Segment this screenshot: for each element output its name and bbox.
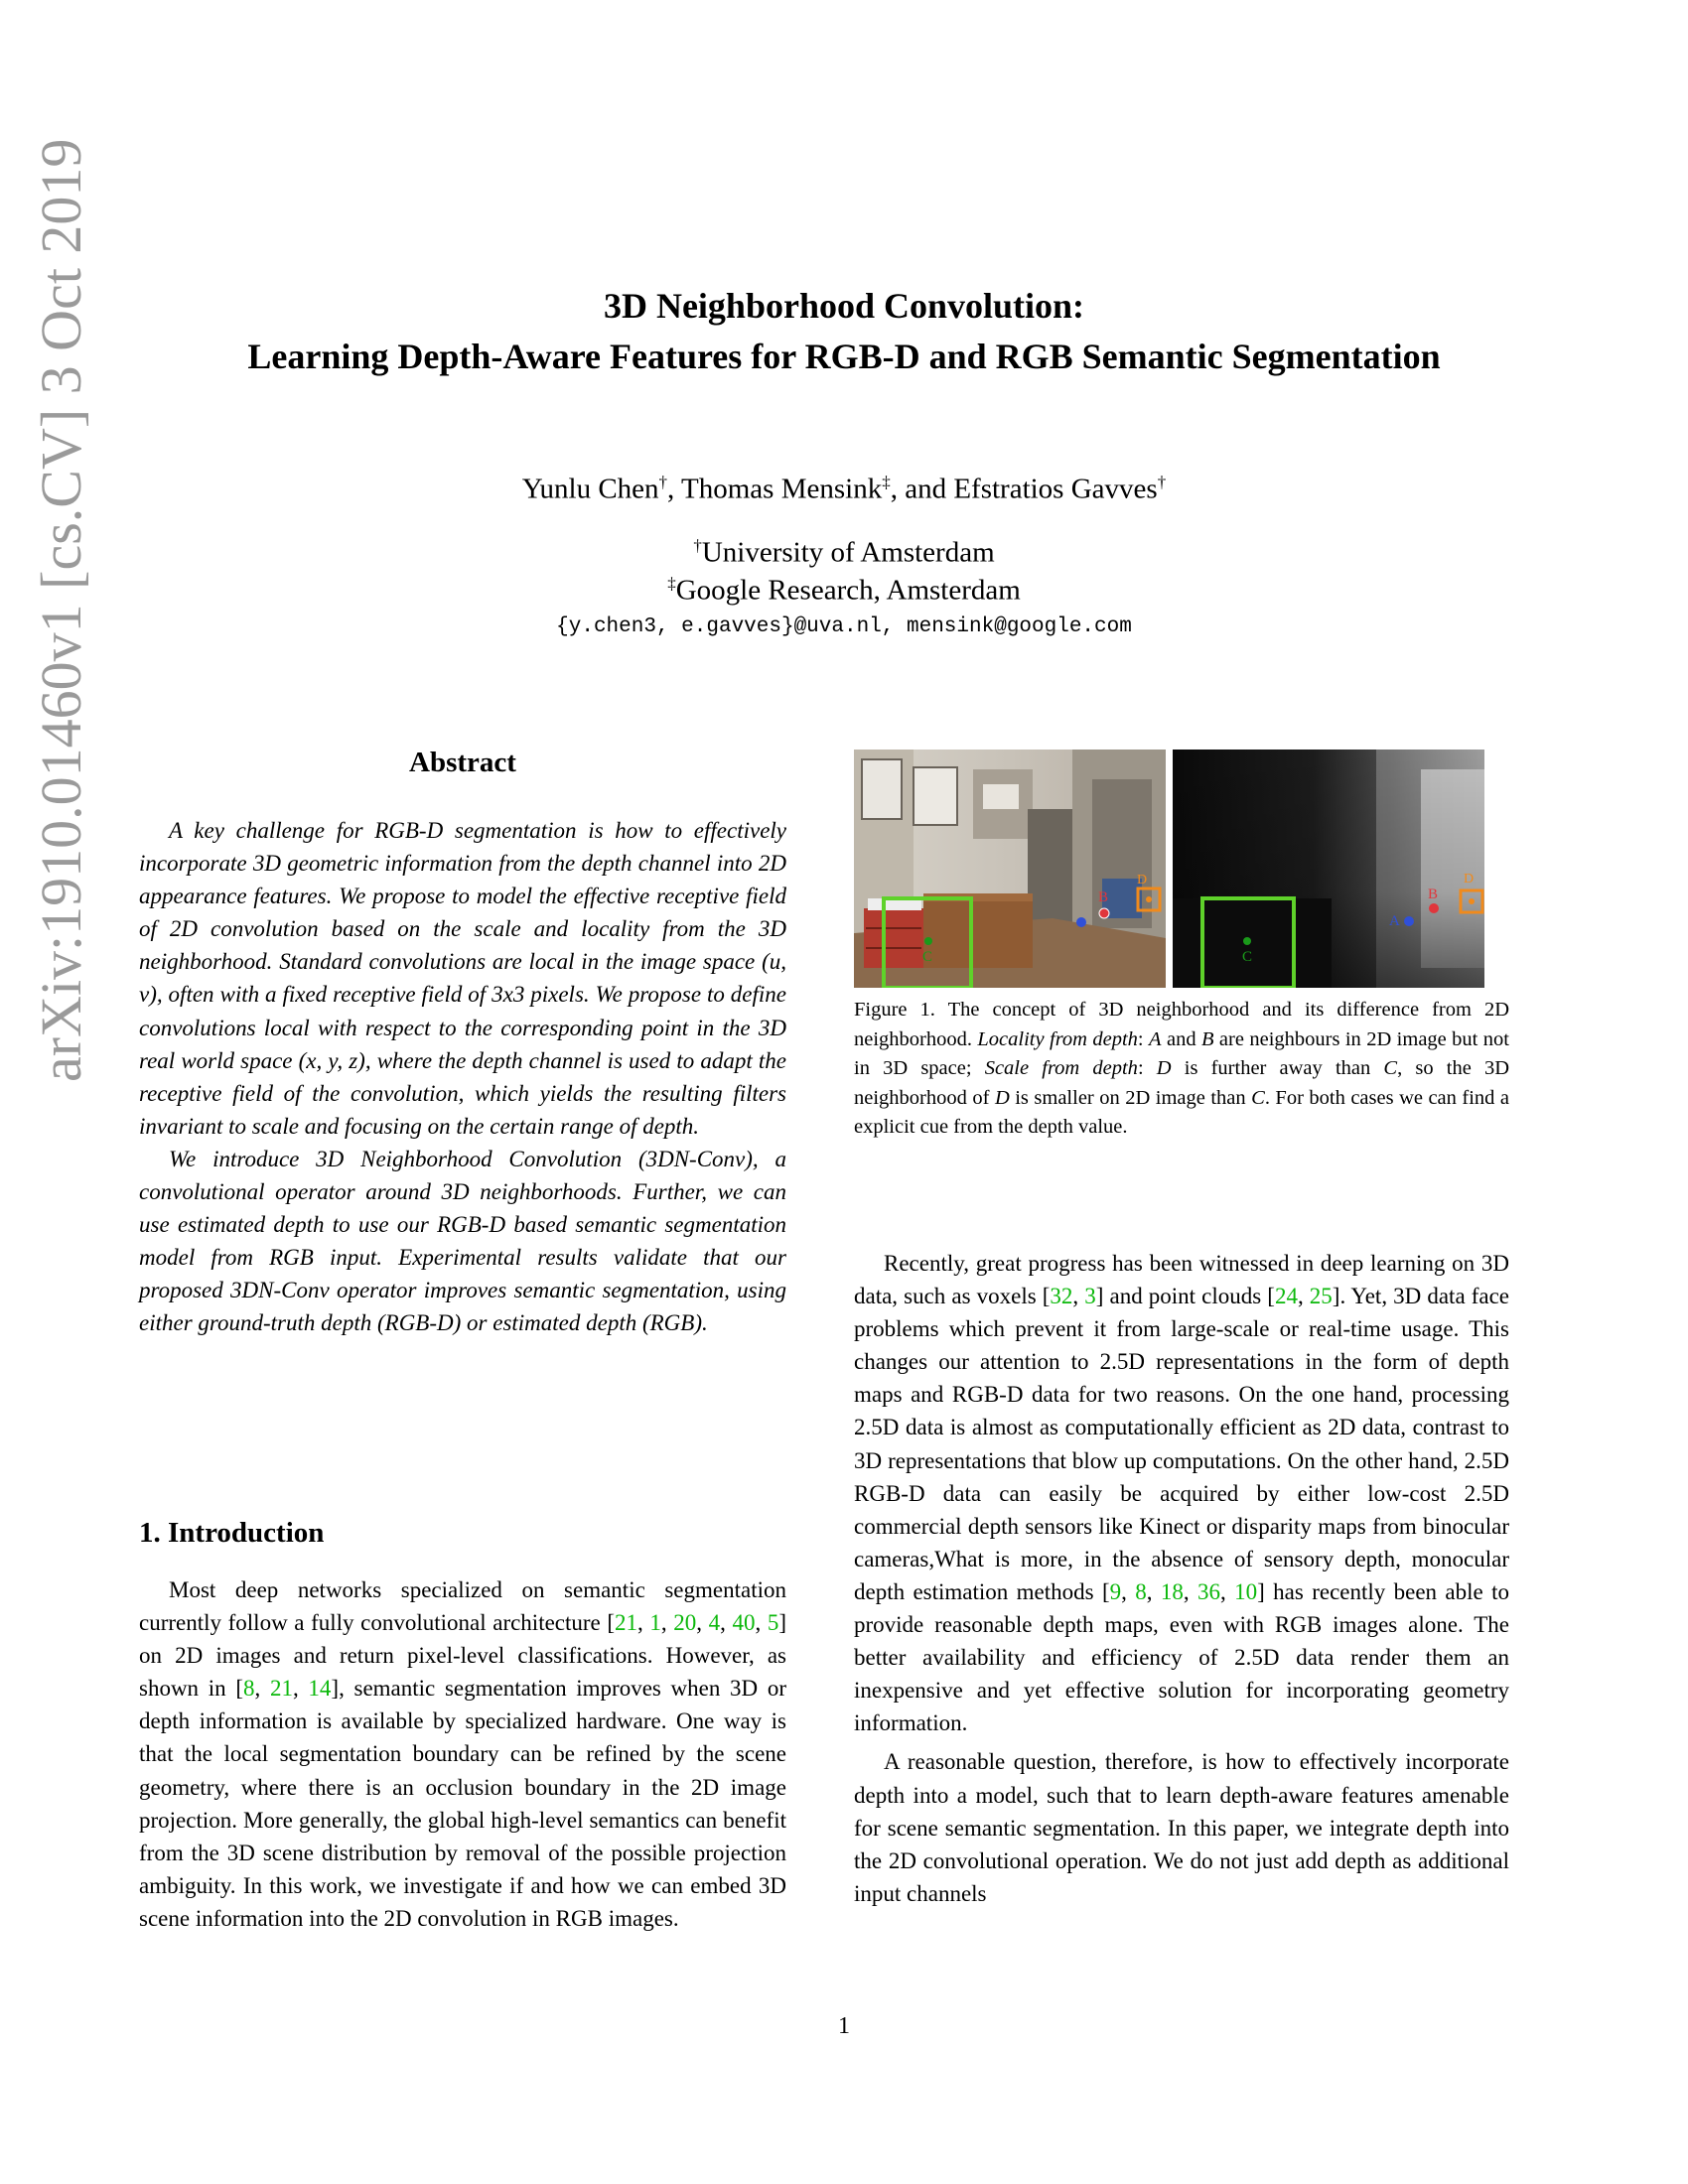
- caption-text: and: [1161, 1027, 1201, 1050]
- caption-text: Figure 1. The concept of 3D neighborhood and its difference from 2D neighborhood.: [854, 999, 1509, 1050]
- caption-emphasis: Locality from depth: [977, 1027, 1138, 1050]
- citation-link[interactable]: 1: [649, 1610, 661, 1636]
- label-b: B: [1098, 889, 1109, 905]
- affiliation-2-name: Google Research, Amsterdam: [675, 574, 1021, 607]
- text-run: ] has recently been able to provide reasonable depth maps, even with RGB images alone. The better availability and efficiency of 2.5D data render them an inexpensive and yet effective solution for incorporating geometry information.: [854, 1578, 1510, 1736]
- affiliation-2: [0, 574, 1688, 608]
- author-list: [0, 473, 1688, 506]
- depth-map-illustration: [1173, 750, 1484, 988]
- caption-emphasis: C: [1251, 1086, 1265, 1109]
- section-heading-introduction: 1. Introduction: [139, 1517, 325, 1549]
- citation-link[interactable]: 25: [1309, 1284, 1333, 1309]
- title-line-2: Learning Depth-Aware Features for RGB-D and RGB Semantic Segmentation: [247, 337, 1441, 376]
- citation-link[interactable]: 9: [1109, 1578, 1122, 1604]
- paper-title: [0, 281, 1688, 382]
- depth-label-a: A: [1389, 913, 1400, 929]
- author-separator: , and: [890, 473, 954, 505]
- abstract-paragraph-1: A key challenge for RGB-D segmentation is how to effectively incorporate 3D geometric information from the depth channel into 2D appearance features. We propose to model the effective receptive field of 2D convolution based on the scale and locality from the 3D neighborhood. Standard convolutions are local in the image space (u, v), often with a fixed receptive field of 3x3 pixels. We propose to define convolutions local with respect to the corresponding point in the 3D real world space (x, y, z), where the depth channel is used to adapt the receptive field of the convolution, which yields the resulting filters invariant to scale and focusing on the certain range of depth.: [139, 818, 786, 1139]
- caption-text: . For both cases we can find a explicit cue from the depth value.: [854, 1086, 1510, 1138]
- affiliation-1-name: University of Amsterdam: [701, 536, 995, 569]
- caption-text: :: [1137, 1027, 1150, 1050]
- point-a: [1076, 917, 1086, 927]
- affiliation-2-mark: ‡: [667, 574, 676, 593]
- caption-text: is smaller on 2D image than: [1009, 1086, 1252, 1109]
- figure-rgb-image: [854, 750, 1166, 988]
- caption-text: are neighbours in 2D image but not in 3D space;: [854, 1027, 1509, 1079]
- citation-link[interactable]: 32: [1050, 1284, 1073, 1309]
- intro-paragraph-2: Recently, great progress has been witnessed in deep learning on 3D data, such as voxels [32, 3] and point clouds [24, 25]. Yet, 3D data face problems which prevent it from large-scale or real-time usage. This changes our attention to 2.5D representations in the form of depth maps and RGB-D data for two reasons. On the one hand, processing 2.5D data is almost as computationally efficient as 2D data, contrast to 3D representations that blow up computations. On the other hand, 2.5D RGB-D data can easily be acquired by either low-cost 2.5D commercial depth sensors like Kinect or disparity maps from binocular cameras,What is more, in the absence of sensory depth, monocular depth estimation methods [9, 8, 18, 36, 10] has recently been able to provide reasonable depth maps, even with RGB images alone. The better availability and efficiency of 2.5D data render them an inexpensive and yet effective solution for incorporating geometry information.: [854, 1251, 1510, 1736]
- affiliation-1-mark: †: [693, 536, 702, 555]
- figure-depth-image: [1173, 750, 1484, 988]
- author-3-mark: †: [1157, 473, 1167, 491]
- affiliation-1: [0, 536, 1688, 570]
- citation-link[interactable]: 21: [269, 1676, 293, 1702]
- depth-point-d: [1469, 898, 1475, 904]
- abstract-paragraph-2: We introduce 3D Neighborhood Convolution (3DN-Conv), a convolutional operator around 3D neighborhoods. Further, we can use estimated depth to use our RGB-D based semantic segmentation model from RGB input. Experimental results validate that our proposed 3DN-Conv operator improves semantic segmentation, using either ground-truth depth (RGB-D) or estimated depth (RGB).: [139, 1146, 786, 1336]
- depth-point-c: [1243, 937, 1251, 945]
- intro-right-column: [854, 1247, 1509, 1910]
- author-emails: {y.chen3, e.gavves}@uva.nl, mensink@google.com: [556, 615, 1132, 638]
- caption-emphasis: Scale from depth: [984, 1057, 1138, 1079]
- citation-link[interactable]: 10: [1234, 1578, 1258, 1604]
- title-line-1: 3D Neighborhood Convolution:: [603, 286, 1085, 326]
- citation-link[interactable]: 18: [1160, 1578, 1184, 1604]
- citation-link[interactable]: 4: [708, 1610, 721, 1636]
- author-3: Efstratios Gavves: [953, 473, 1158, 505]
- depth-label-d: D: [1464, 872, 1475, 887]
- abstract-heading: Abstract: [409, 747, 516, 778]
- page-number: 1: [838, 2013, 850, 2039]
- label-c: C: [922, 949, 933, 965]
- depth-label-c: C: [1242, 949, 1253, 965]
- text-run: Recently, great progress has been witnessed in deep learning on 3D data, such as voxels [: [854, 1251, 1509, 1309]
- caption-emphasis: D: [1156, 1057, 1172, 1079]
- author-2: Thomas Mensink: [681, 473, 883, 505]
- author-1-mark: †: [658, 473, 668, 491]
- text-run: ], semantic segmentation improves when 3D or depth information is available by specialized hardware. One way is that the local segmentation boundary can be refined by the scene geometry, where there is an occlusion boundary in the 2D image projection. More generally, the global high-level semantics can benefit from the 3D scene distribution by removal of the possible projection ambiguity. In this work, we investigate if and how we can embed 3D scene information into the 2D convolution in RGB images.: [139, 1676, 787, 1931]
- citation-link[interactable]: 8: [1135, 1578, 1147, 1604]
- arxiv-stamp: arXiv:1910.01460v1 [cs.CV] 3 Oct 2019: [29, 138, 93, 1082]
- depth-point-a: [1404, 916, 1414, 926]
- text-run: ] and point clouds [: [1095, 1284, 1275, 1309]
- point-d: [1146, 896, 1152, 902]
- citation-link[interactable]: 36: [1197, 1578, 1221, 1604]
- author-2-mark: ‡: [882, 473, 891, 491]
- citation-link[interactable]: 5: [767, 1610, 779, 1636]
- citation-link[interactable]: 20: [673, 1610, 697, 1636]
- caption-emphasis: A: [1149, 1027, 1162, 1050]
- text-run: Most deep networks specialized on semantic segmentation currently follow a fully convolutional architecture [: [139, 1577, 786, 1636]
- abstract-body: [139, 814, 786, 1340]
- point-b: [1099, 908, 1109, 918]
- author-1: Yunlu Chen: [521, 473, 659, 505]
- depth-point-b: [1429, 903, 1439, 913]
- citation-link[interactable]: 24: [1274, 1284, 1298, 1309]
- text-run: ] on 2D images and return pixel-level classifications. However, as shown in [: [139, 1610, 786, 1702]
- citation-link[interactable]: 8: [243, 1676, 255, 1702]
- label-d: D: [1137, 873, 1148, 887]
- citation-link[interactable]: 14: [308, 1676, 332, 1702]
- intro-paragraph-3: A reasonable question, therefore, is how to effectively incorporate depth into a model, such that to learn depth-aware features amenable for scene semantic segmentation. In this paper, we integrate depth into the 2D convolutional operation. We do not just add depth as additional input channels: [854, 1749, 1509, 1906]
- caption-emphasis: B: [1200, 1027, 1214, 1050]
- caption-text: :: [1137, 1057, 1157, 1079]
- point-c: [924, 937, 932, 945]
- text-run: ]. Yet, 3D data face problems which prevent it from large-scale or real-time usage. This changes our attention to 2.5D representations in the form of depth maps and RGB-D data for two reasons. On the one hand, processing 2.5D data is almost as computationally efficient as 2D data, contrast to 3D representations that blow up computations. On the other hand, 2.5D RGB-D data can easily be acquired by either low-cost 2.5D commercial depth sensors like Kinect or disparity maps from binocular cameras,What is more, in the absence of sensory depth, monocular depth estimation methods [: [854, 1284, 1510, 1604]
- depth-label-b: B: [1428, 887, 1439, 902]
- citation-link[interactable]: 21: [615, 1610, 638, 1636]
- caption-text: , so the 3D neighborhood of: [854, 1057, 1510, 1109]
- author-separator: ,: [667, 473, 682, 505]
- figure-1-caption: [854, 996, 1509, 1143]
- citation-link[interactable]: 3: [1084, 1284, 1096, 1309]
- caption-emphasis: C: [1383, 1057, 1398, 1079]
- caption-text: is further away than: [1171, 1057, 1384, 1079]
- citation-link[interactable]: 40: [732, 1610, 756, 1636]
- intro-paragraph-1: [139, 1573, 786, 1935]
- intro-paragraph-1-text: Most deep networks specialized on semantic segmentation currently follow a fully convolutional architecture [21, 1, 20, 4, 40, 5] on 2D images and return pixel-level classifications. However, as shown in [8, 21, 14], semantic segmentation improves when 3D or depth information is available by specialized hardware. One way is that the local segmentation boundary can be refined by the scene geometry, where there is an occlusion boundary in the 2D image projection. More generally, the global high-level semantics can benefit from the 3D scene distribution by removal of the possible projection ambiguity. In this work, we investigate if and how we can embed 3D scene information into the 2D convolution in RGB images.: [139, 1577, 787, 1931]
- rgb-scene-illustration: [854, 750, 1166, 988]
- caption-emphasis: D: [994, 1086, 1010, 1109]
